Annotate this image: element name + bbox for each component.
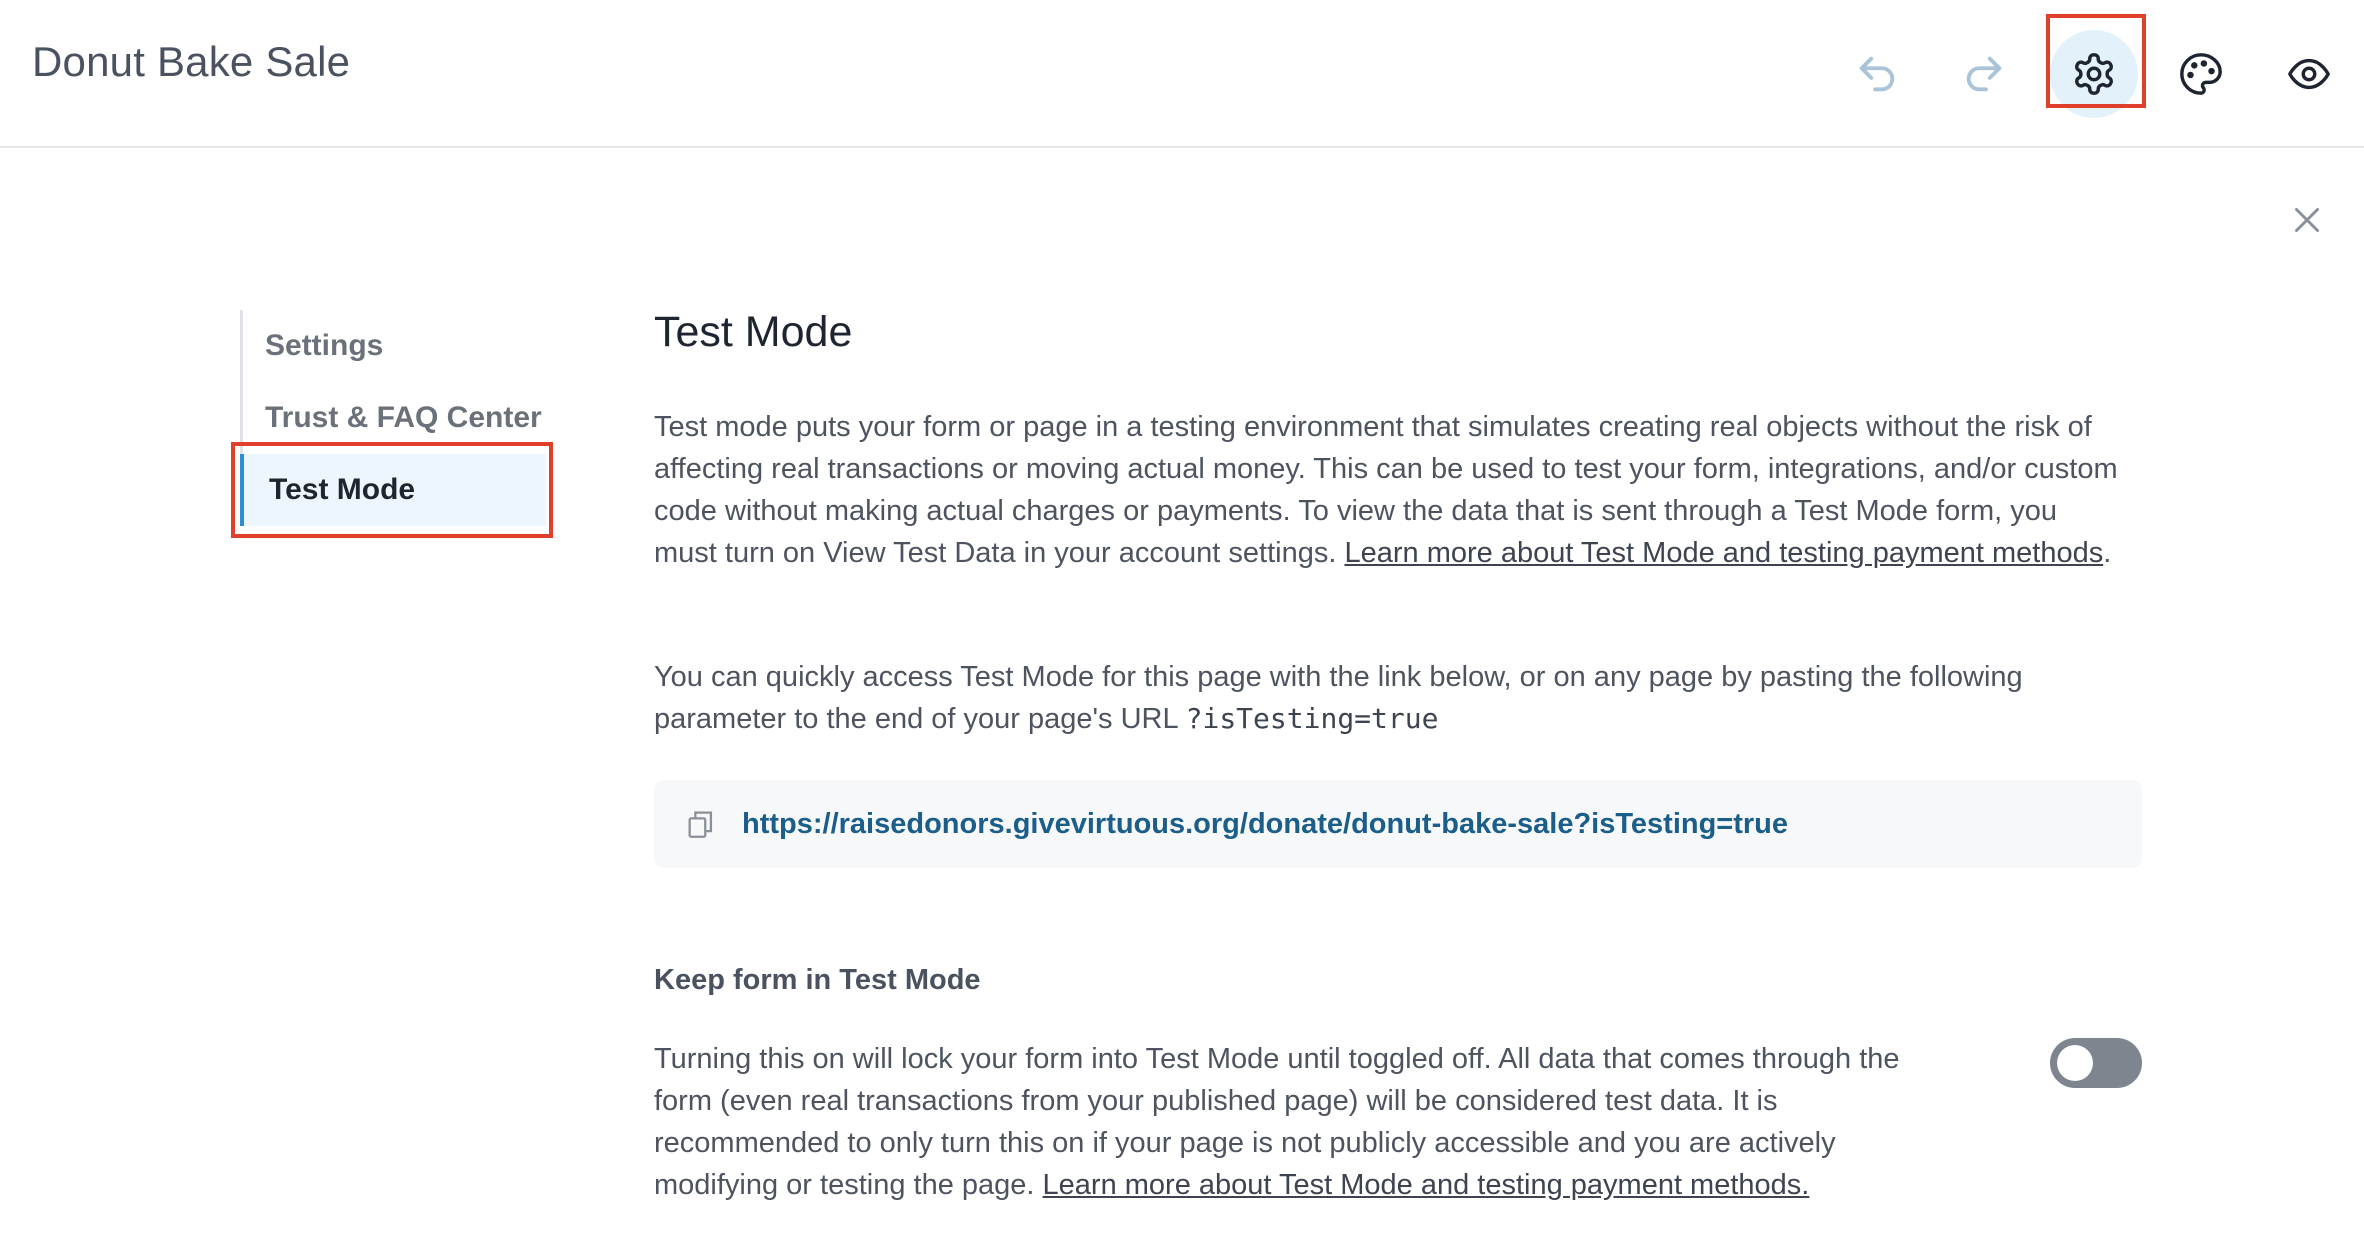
top-bar [0,0,2364,148]
url-parameter: ?isTesting=true [1185,702,1439,735]
test-mode-panel [654,300,2142,1201]
sidebar-item-settings[interactable]: Settings [265,329,384,362]
quick-access-description [654,656,2124,740]
redo-button[interactable] [1940,30,2028,118]
keep-description-text: Turning this on will lock your form into Test Mode until toggled off. All data that comes through the form (even real transactions from your published page) will be considered test data. It is recommended to only turn this on if your page is not publicly accessible and you are actively modifying or testing the page. [654,1043,1900,1201]
gear-highlight-box [2046,14,2146,108]
test-url-link[interactable]: https://raisedonors.givevirtuous.org/donate/donut-bake-sale?isTesting=true [742,807,1789,840]
close-icon [2289,202,2325,238]
preview-button[interactable] [2265,30,2353,118]
test-mode-description [654,406,2124,574]
learn-more-link-2[interactable]: Learn more about Test Mode and testing payment methods. [1042,1169,1810,1201]
section-title: Test Mode [654,308,853,356]
sidebar-item-trust-faq[interactable]: Trust & FAQ Center [265,401,542,434]
close-button[interactable] [2285,198,2329,242]
sidebar-highlight-box [231,442,553,538]
test-url-box [654,780,2142,868]
copy-icon[interactable] [684,807,718,841]
description-end: . [2103,537,2112,569]
keep-test-mode-title: Keep form in Test Mode [654,964,981,996]
sidebar-item-test-mode[interactable]: Test Mode [240,454,546,526]
undo-icon [1854,51,1900,97]
learn-more-link[interactable]: Learn more about Test Mode and testing payment methods [1344,537,2104,569]
keep-test-mode-description [654,1038,1914,1206]
page-title: Donut Bake Sale [32,38,351,85]
eye-icon [2286,51,2332,97]
redo-icon [1961,51,2007,97]
theme-button[interactable] [2157,30,2245,118]
palette-icon [2178,51,2224,97]
undo-button[interactable] [1833,30,1921,118]
keep-test-mode-toggle[interactable] [2050,1038,2142,1088]
toggle-knob [2057,1045,2093,1081]
quick-access-text: You can quickly access Test Mode for this page with the link below, or on any page by pasting the following parameter to the end of your page's URL [654,661,2023,735]
description-text: Test mode puts your form or page in a testing environment that simulates creating real objects without the risk of affecting real transactions or moving actual money. This can be used to test your form, integrations, and/or custom code without making actual charges or payments. To view the data that is sent through a Test Mode form, you must turn on View Test Data in your account settings. [654,411,2118,569]
